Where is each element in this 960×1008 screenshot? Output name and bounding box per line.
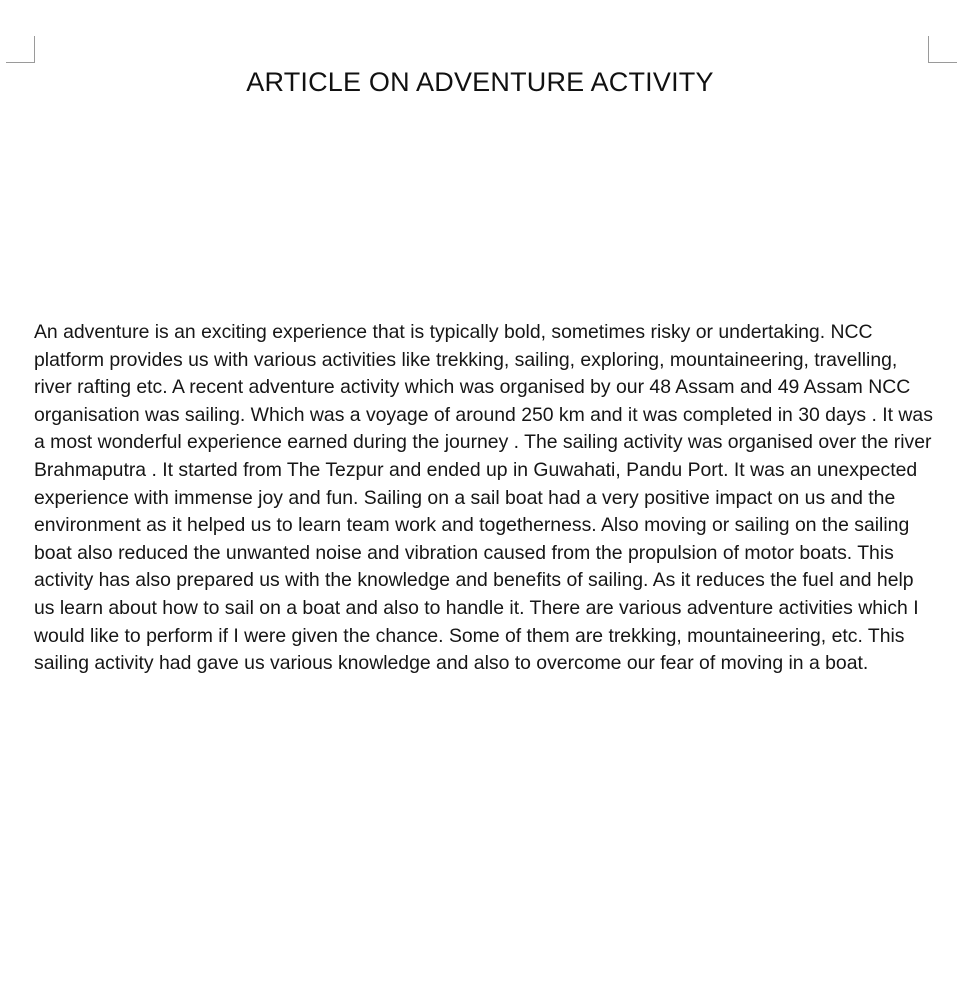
top-left-margin-mark	[6, 36, 35, 63]
article-body-paragraph: An adventure is an exciting experience that is typically bold, sometimes risky or undertaking. NCC platform provides us with various activities like trekking, sailing, exploring, mountaineering, travelling, river rafting etc. A recent adventure activity which was organised by our 48 Assam and 49 Assam NCC organisation was sailing. Which was a voyage of around 250 km and it was completed in 30 days . It was a most wonderful experience earned during the journey . The sailing activity was organised over the river Brahmaputra . It started from The Tezpur and ended up in Guwahati, Pandu Port. It was an unexpected experience with immense joy and fun. Sailing on a sail boat had a very positive impact on us and the environment as it helped us to learn team work and togetherness. Also moving or sailing on the sailing boat also reduced the unwanted noise and vibration caused from the propulsion of motor boats. This activity has also prepared us with the knowledge and benefits of sailing. As it reduces the fuel and help us learn about how to sail on a boat and also to handle it. There are various adventure activities which I would like to perform if I were given the chance. Some of them are trekking, mountaineering, etc. This sailing activity had gave us various knowledge and also to overcome our fear of moving in a boat.	[34, 321, 933, 675]
document-title: ARTICLE ON ADVENTURE ACTIVITY	[246, 67, 714, 97]
top-right-margin-mark	[928, 36, 957, 63]
